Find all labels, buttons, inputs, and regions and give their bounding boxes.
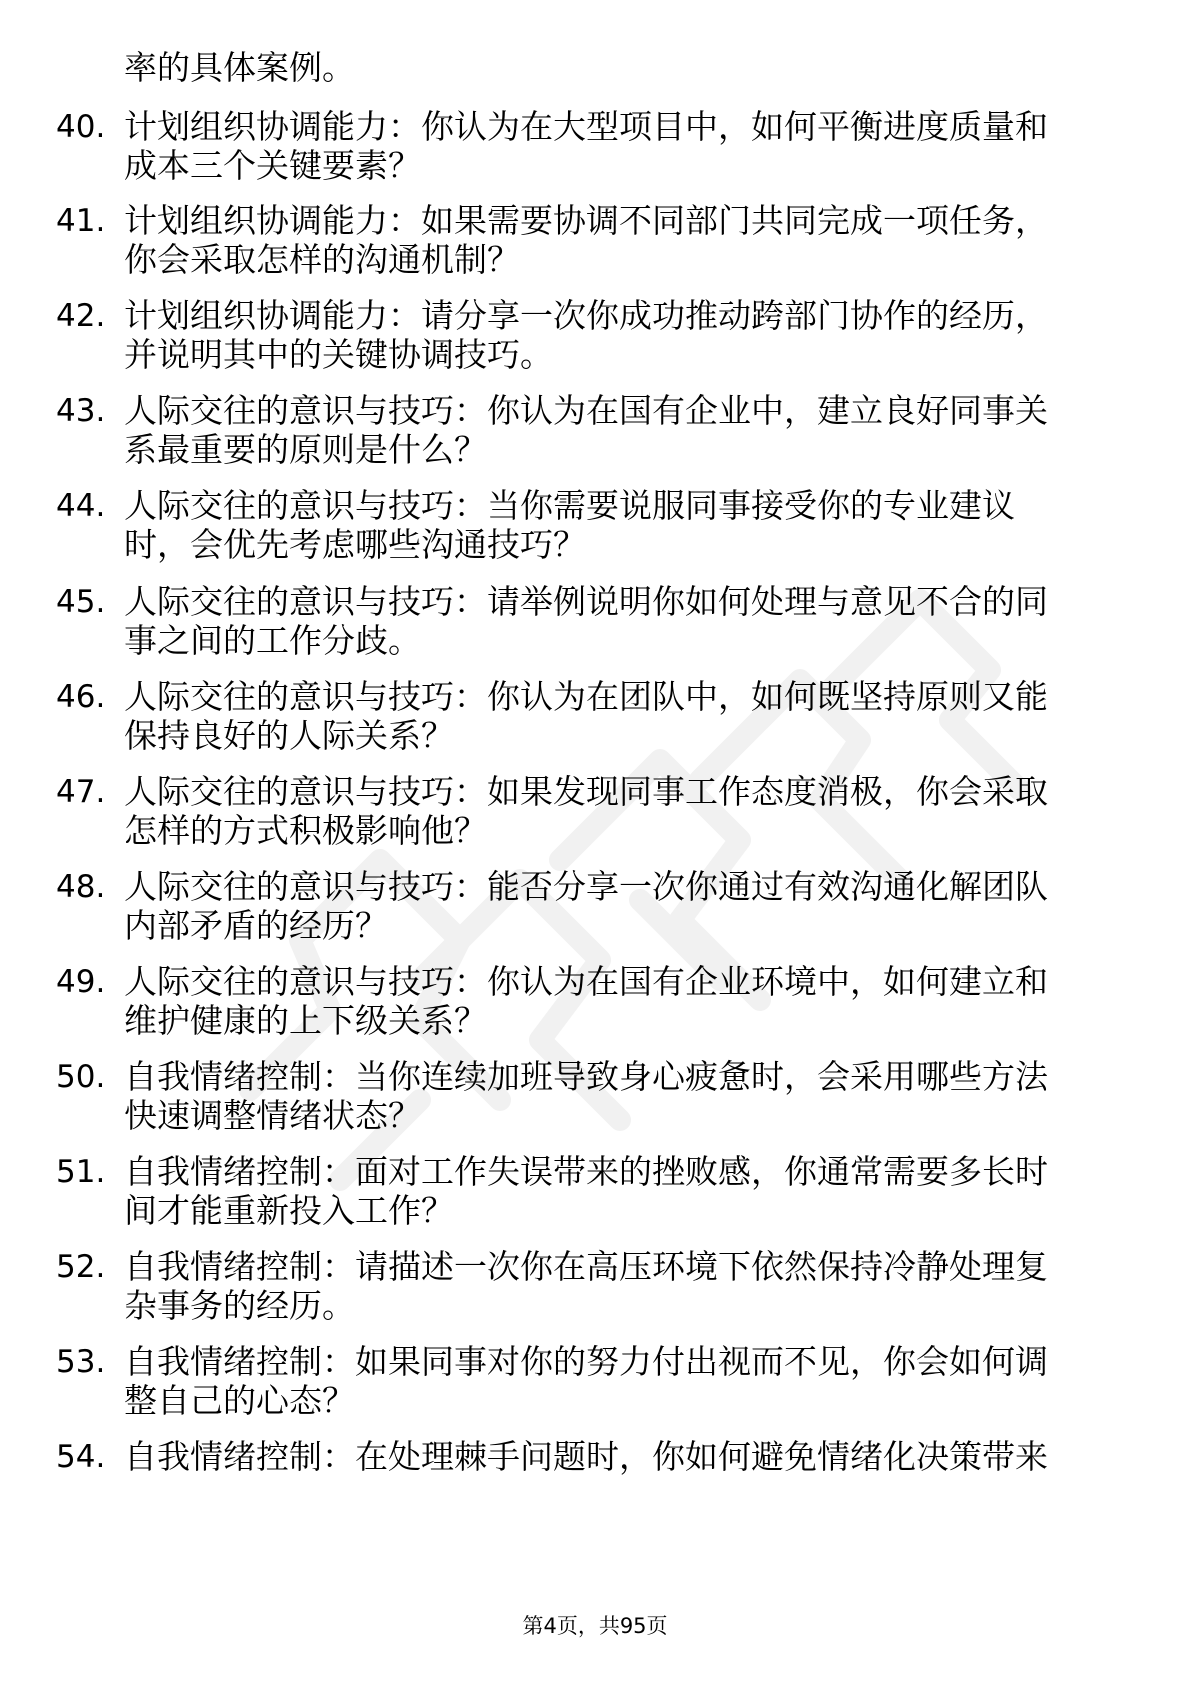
question-number: 47. [56, 774, 106, 810]
question-number: 51. [56, 1154, 106, 1190]
question-text-cont: 并说明其中的关键协调技巧。 [124, 335, 553, 374]
question-text-cont: 间才能重新投入工作？ [124, 1191, 454, 1230]
question-number: 42. [56, 298, 106, 334]
question-text-cont: 怎样的方式积极影响他？ [124, 811, 487, 850]
question-number: 53. [56, 1344, 106, 1380]
question-text: 人际交往的意识与技巧：能否分享一次你通过有效沟通化解团队 [124, 867, 1048, 906]
question-text: 人际交往的意识与技巧：你认为在国有企业环境中，如何建立和 [124, 962, 1048, 1001]
question-text-cont: 保持良好的人际关系？ [124, 716, 454, 755]
question-number: 44. [56, 488, 106, 524]
question-number: 52. [56, 1249, 106, 1285]
question-number: 46. [56, 679, 106, 715]
question-text: 人际交往的意识与技巧：如果发现同事工作态度消极，你会采取 [124, 772, 1048, 811]
question-text-cont: 时，会优先考虑哪些沟通技巧？ [124, 525, 586, 564]
question-text: 自我情绪控制：请描述一次你在高压环境下依然保持冷静处理复 [124, 1247, 1048, 1286]
question-text: 人际交往的意识与技巧：你认为在团队中，如何既坚持原则又能 [124, 677, 1048, 716]
question-text: 自我情绪控制：如果同事对你的努力付出视而不见，你会如何调 [124, 1342, 1048, 1381]
question-text: 自我情绪控制：当你连续加班导致身心疲惫时，会采用哪些方法 [124, 1057, 1048, 1096]
question-text-cont: 维护健康的上下级关系？ [124, 1001, 487, 1040]
question-text-cont: 你会采取怎样的沟通机制？ [124, 240, 520, 279]
question-number: 48. [56, 869, 106, 905]
question-text: 自我情绪控制：面对工作失误带来的挫败感，你通常需要多长时 [124, 1152, 1048, 1191]
question-text: 人际交往的意识与技巧：你认为在国有企业中，建立良好同事关 [124, 391, 1048, 430]
question-number: 50. [56, 1059, 106, 1095]
question-text-cont: 成本三个关键要素？ [124, 146, 421, 185]
question-text-cont: 杂事务的经历。 [124, 1286, 355, 1325]
page-footer: 第4页，共95页 [522, 1614, 668, 1638]
question-text-cont: 整自己的心态？ [124, 1381, 355, 1420]
question-text-cont: 事之间的工作分歧。 [124, 621, 421, 660]
question-number: 43. [56, 393, 106, 429]
question-text: 自我情绪控制：在处理棘手问题时，你如何避免情绪化决策带来 [124, 1437, 1048, 1476]
question-text: 计划组织协调能力：你认为在大型项目中，如何平衡进度质量和 [124, 107, 1048, 146]
question-number: 40. [56, 109, 106, 145]
question-number: 49. [56, 964, 106, 1000]
question-text-cont: 内部矛盾的经历？ [124, 906, 388, 945]
question-number: 41. [56, 203, 106, 239]
continuation-line: 率的具体案例。 [124, 48, 355, 87]
question-text-cont: 系最重要的原则是什么？ [124, 430, 487, 469]
question-number: 45. [56, 584, 106, 620]
question-text: 计划组织协调能力：如果需要协调不同部门共同完成一项任务， [124, 201, 1048, 240]
question-text: 人际交往的意识与技巧：当你需要说服同事接受你的专业建议 [124, 486, 1015, 525]
question-text-cont: 快速调整情绪状态？ [124, 1096, 421, 1135]
question-number: 54. [56, 1439, 106, 1475]
question-text: 人际交往的意识与技巧：请举例说明你如何处理与意见不合的同 [124, 582, 1048, 621]
question-text: 计划组织协调能力：请分享一次你成功推动跨部门协作的经历， [124, 296, 1048, 335]
